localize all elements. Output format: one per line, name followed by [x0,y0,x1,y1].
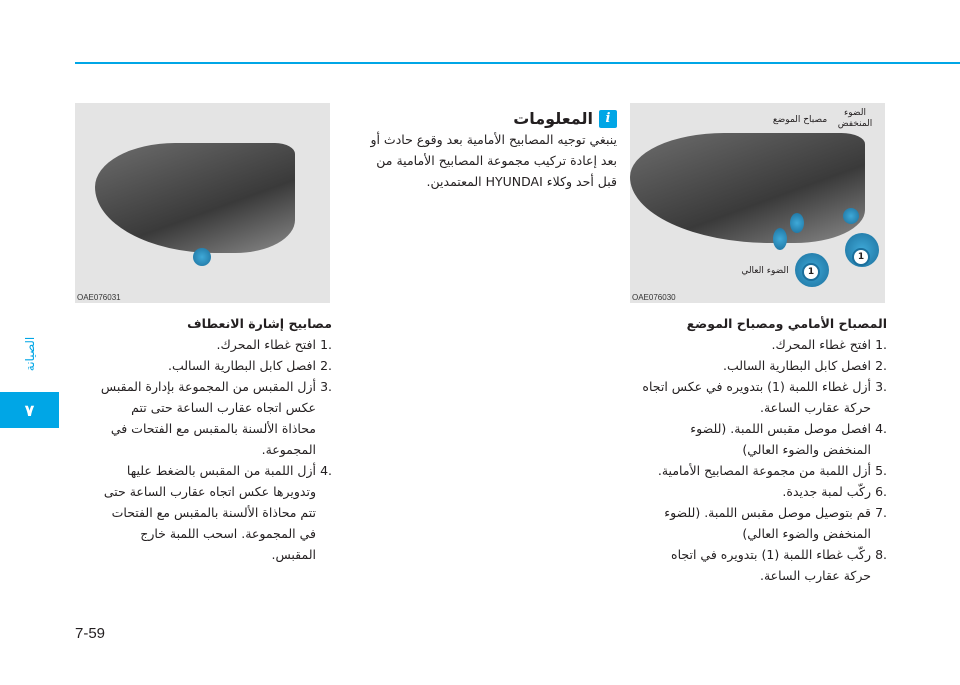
step-text: ركّب لمبة جديدة. [782,484,871,499]
info-title: المعلومات [513,109,593,128]
high-beam-label: الضوء العالي [741,266,789,276]
turn-signal-section [100,313,332,565]
step-item [640,418,887,460]
step-text: أزل المقبس من المجموعة بإدارة المقبس عكس اتجاه عقارب الساعة حتى تتم محاذاة الألسنة بالمقبس مع الفتحات في المجموعة. [100,379,316,457]
step-item [640,355,887,376]
step-item [100,460,332,565]
step-text: افتح غطاء المحرك. [216,337,316,352]
step-text: افصل كابل البطارية السالب. [722,358,871,373]
step-number: .8 [875,547,887,562]
step-item [640,502,887,544]
step-item [100,355,332,376]
section-tab [10,330,50,378]
section-heading: مصابيح إشارة الانعطاف [187,316,332,331]
step-number: .4 [320,463,332,478]
headlamp-figure [630,103,885,303]
headlamp-illustration [95,143,295,253]
callout-1: 1 [852,248,870,266]
step-item [640,376,887,418]
header-rule [75,62,960,64]
turn-signal-figure [75,103,330,303]
step-text: افتح غطاء المحرك. [771,337,871,352]
step-number: .6 [875,484,887,499]
step-item [640,544,887,586]
step-text: افصل كابل البطارية السالب. [167,358,316,373]
callout-1: 1 [802,263,820,281]
step-text: أزل اللمبة من مجموعة المصابيح الأمامية. [657,463,871,478]
chapter-badge: ٧ [0,392,59,428]
step-number: .2 [320,358,332,373]
low-beam-bulb-icon [843,208,859,224]
step-item [100,376,332,460]
step-item [640,334,887,355]
high-beam-bulb-icon [773,228,787,250]
figure-caption: OAE076030 [632,293,676,302]
position-bulb-icon [790,213,804,233]
step-number: .2 [875,358,887,373]
turn-signal-bulb-icon [193,248,211,266]
step-number: .3 [320,379,332,394]
step-text: أزل اللمبة من المقبس بالضغط عليها وتدويرها عكس اتجاه عقارب الساعة حتى تتم محاذاة الألسنة بالمقبس مع الفتحات في المجموعة. اسحب اللمبة خارج المقبس. [103,463,316,562]
page-number: 7-59 [75,625,106,642]
step-item [640,481,887,502]
step-item [100,334,332,355]
figure-caption: OAE076031 [77,293,121,302]
info-text: ينبغي توجيه المصابيح الأمامية بعد وقوع حادث أو بعد إعادة تركيب مجموعة المصابيح الأمامية من قبل أحد وكلاء HYUNDAI المعتمدين. [370,132,617,189]
step-text: قم بتوصيل موصل مقبس اللمبة. (للضوء المنخفض والضوء العالي) [664,505,871,541]
info-heading [355,108,617,129]
step-number: .1 [320,337,332,352]
section-label: الصيانة [22,336,37,372]
low-beam-label: الضوء المنخفض [837,108,873,129]
step-number: .5 [875,463,887,478]
info-icon: i [599,110,617,128]
position-lamp-label: مصباح الموضع [772,115,828,125]
step-number: .7 [875,505,887,520]
step-number: .4 [875,421,887,436]
section-heading: المصباح الأمامي ومصباح الموضع [686,316,887,331]
step-text: ركّب غطاء اللمبة (1) بتدويره في اتجاه حركة عقارب الساعة. [671,547,871,583]
headlamp-illustration [630,133,865,243]
headlamp-section [640,313,887,586]
info-note [355,108,617,192]
step-item [640,460,887,481]
step-number: .1 [875,337,887,352]
step-number: .3 [875,379,887,394]
step-text: افصل موصل مقبس اللمبة. (للضوء المنخفض والضوء العالي) [690,421,871,457]
step-text: أزل غطاء اللمبة (1) بتدويره في عكس اتجاه حركة عقارب الساعة. [642,379,871,415]
